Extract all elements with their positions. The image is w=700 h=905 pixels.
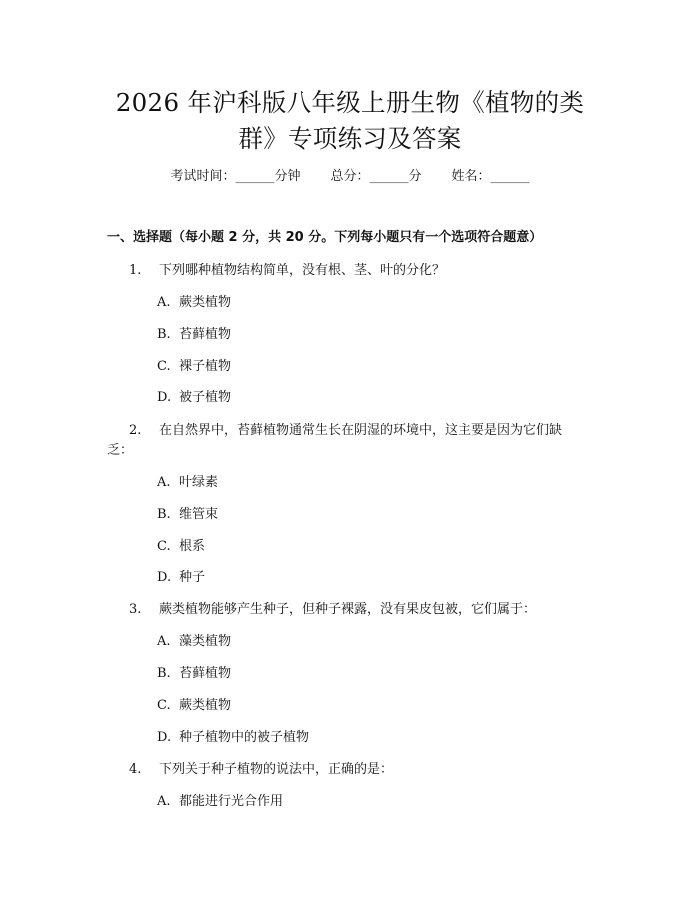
question-2-option-a [157, 473, 218, 493]
option-letter: D. [157, 390, 172, 405]
exam-time-label: 考试时间：______分钟 [170, 169, 301, 184]
option-text: 苔藓植物 [179, 666, 232, 681]
option-text: 种子植物中的被子植物 [179, 730, 310, 745]
student-name-label: 姓名：______ [451, 169, 530, 184]
question-1-option-a [157, 293, 231, 313]
question-3-option-d [157, 728, 309, 748]
question-2-option-b [157, 505, 218, 525]
question-1 [107, 261, 577, 281]
option-letter: A. [157, 794, 171, 809]
question-2-option-c [157, 537, 205, 557]
question-3-option-c [157, 696, 231, 716]
question-2-option-d [157, 568, 205, 588]
question-4-option-a [157, 792, 283, 812]
option-text: 蕨类植物 [179, 698, 232, 713]
option-text: 种子 [179, 570, 206, 585]
option-text: 根系 [179, 539, 206, 554]
question-1-option-c [157, 357, 231, 377]
question-number: 4. [129, 762, 142, 777]
page-title-line-1: 2026 年沪科版八年级上册生物《植物的类 [115, 88, 585, 117]
section-heading-multiple-choice: 一、选择题（每小题 2 分，共 20 分。下列每小题只有一个选项符合题意） [107, 230, 543, 245]
option-text: 藻类植物 [179, 634, 232, 649]
total-score-label: 总分：______分 [330, 169, 422, 184]
question-2-text-continued: 乏： [107, 443, 134, 458]
option-letter: C. [157, 359, 171, 374]
question-number: 2. [129, 423, 142, 438]
option-letter: D. [157, 730, 172, 745]
question-3 [107, 600, 577, 620]
option-letter: C. [157, 698, 171, 713]
option-text: 叶绿素 [179, 475, 219, 490]
question-text: 在自然界中，苔藓植物通常生长在阴湿的环境中，这主要是因为它们缺 [159, 423, 563, 438]
option-text: 苔藓植物 [179, 327, 232, 342]
question-number: 1. [129, 263, 142, 278]
option-letter: C. [157, 539, 171, 554]
question-text: 下列关于种子植物的说法中，正确的是： [159, 762, 394, 777]
question-1-option-d [157, 388, 231, 408]
option-letter: B. [157, 507, 171, 522]
question-2 [107, 421, 577, 441]
exam-info [0, 167, 700, 187]
option-letter: D. [157, 570, 172, 585]
option-text: 蕨类植物 [179, 295, 232, 310]
question-4 [107, 760, 577, 780]
option-text: 都能进行光合作用 [179, 794, 284, 809]
question-3-option-a [157, 632, 231, 652]
option-letter: A. [157, 634, 171, 649]
option-letter: B. [157, 666, 171, 681]
option-letter: B. [157, 327, 171, 342]
option-text: 裸子植物 [179, 359, 232, 374]
question-text: 下列哪种植物结构简单，没有根、茎、叶的分化？ [159, 263, 446, 278]
page-title-line-2: 群》专项练习及答案 [238, 124, 462, 153]
option-text: 维管束 [179, 507, 219, 522]
question-1-option-b [157, 325, 231, 345]
option-letter: A. [157, 295, 171, 310]
question-3-option-b [157, 664, 231, 684]
option-letter: A. [157, 475, 171, 490]
question-number: 3. [129, 602, 142, 617]
option-text: 被子植物 [179, 390, 232, 405]
question-text: 蕨类植物能够产生种子，但种子裸露，没有果皮包被，它们属于： [159, 602, 537, 617]
